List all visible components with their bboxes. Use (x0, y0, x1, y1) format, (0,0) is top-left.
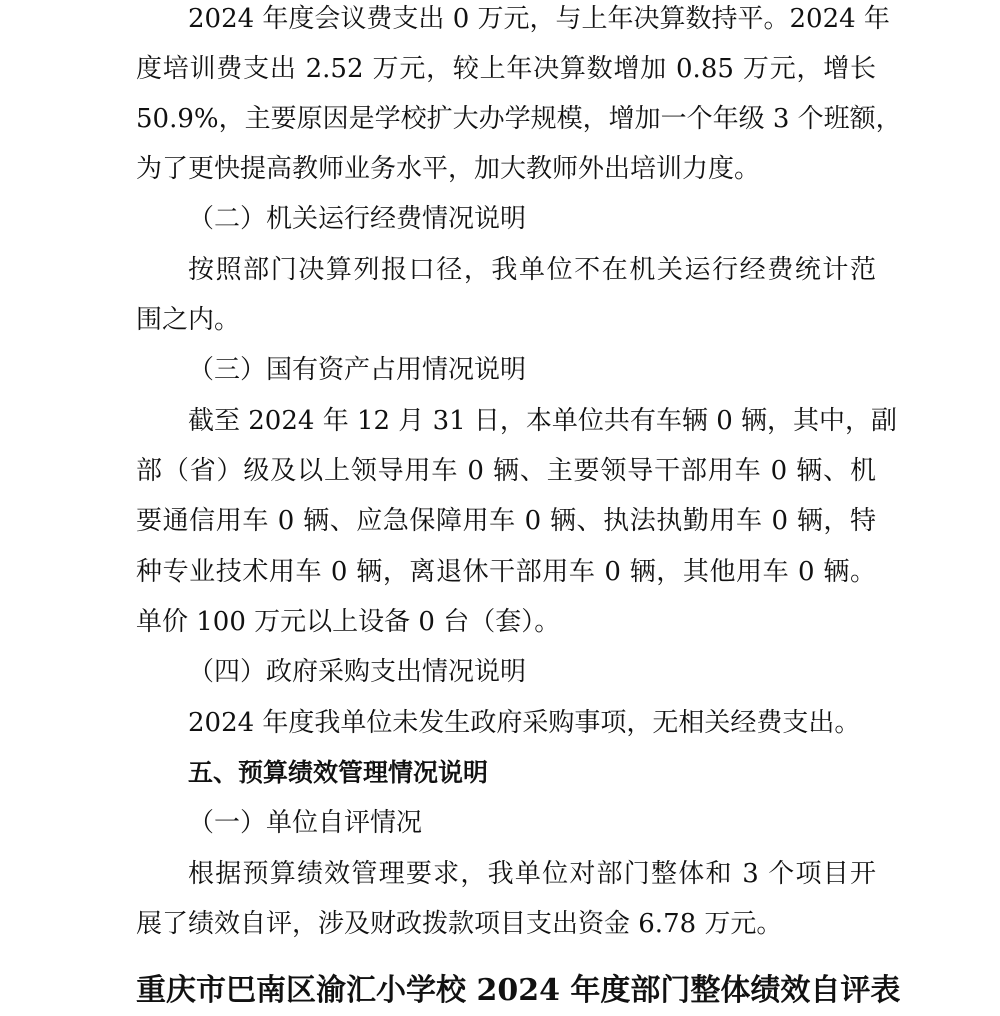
paragraph-line: 按照部门决算列报口径，我单位不在机关运行经费统计范 (188, 255, 876, 285)
section-heading: （二）机关运行经费情况说明 (188, 204, 527, 234)
paragraph-line: 围之内。 (136, 305, 241, 335)
section-heading: （四）政府采购支出情况说明 (188, 657, 527, 687)
section-heading: （三）国有资产占用情况说明 (188, 355, 527, 385)
chapter-heading: 五、预算绩效管理情况说明 (188, 758, 489, 787)
paragraph-line: 2024 年度我单位未发生政府采购事项，无相关经费支出。 (188, 708, 861, 738)
paragraph-line: 要通信用车 0 辆、应急保障用车 0 辆、执法执勤用车 0 辆，特 (136, 506, 876, 536)
paragraph-line: 度培训费支出 2.52 万元，较上年决算数增加 0.85 万元，增长 (136, 54, 876, 84)
table-title: 重庆市巴南区渝汇小学校 2024 年度部门整体绩效自评表 (136, 973, 901, 1008)
paragraph-line: 展了绩效自评，涉及财政拨款项目支出资金 6.78 万元。 (136, 909, 783, 939)
paragraph-line: 2024 年度会议费支出 0 万元，与上年决算数持平。2024 年 (188, 4, 890, 34)
section-heading: （一）单位自评情况 (188, 808, 423, 838)
paragraph-line: 单价 100 万元以上设备 0 台（套）。 (136, 607, 561, 637)
paragraph-line: 种专业技术用车 0 辆，离退休干部用车 0 辆，其他用车 0 辆。 (136, 557, 876, 587)
paragraph-line: 部（省）级及以上领导用车 0 辆、主要领导干部用车 0 辆、机 (136, 456, 876, 486)
paragraph-line: 50.9%，主要原因是学校扩大办学规模，增加一个年级 3 个班额， (136, 104, 902, 134)
paragraph-line: 为了更快提高教师业务水平，加大教师外出培训力度。 (136, 154, 761, 184)
paragraph-line: 截至 2024 年 12 月 31 日，本单位共有车辆 0 辆，其中，副 (188, 406, 897, 436)
paragraph-line: 根据预算绩效管理要求，我单位对部门整体和 3 个项目开 (188, 859, 876, 889)
